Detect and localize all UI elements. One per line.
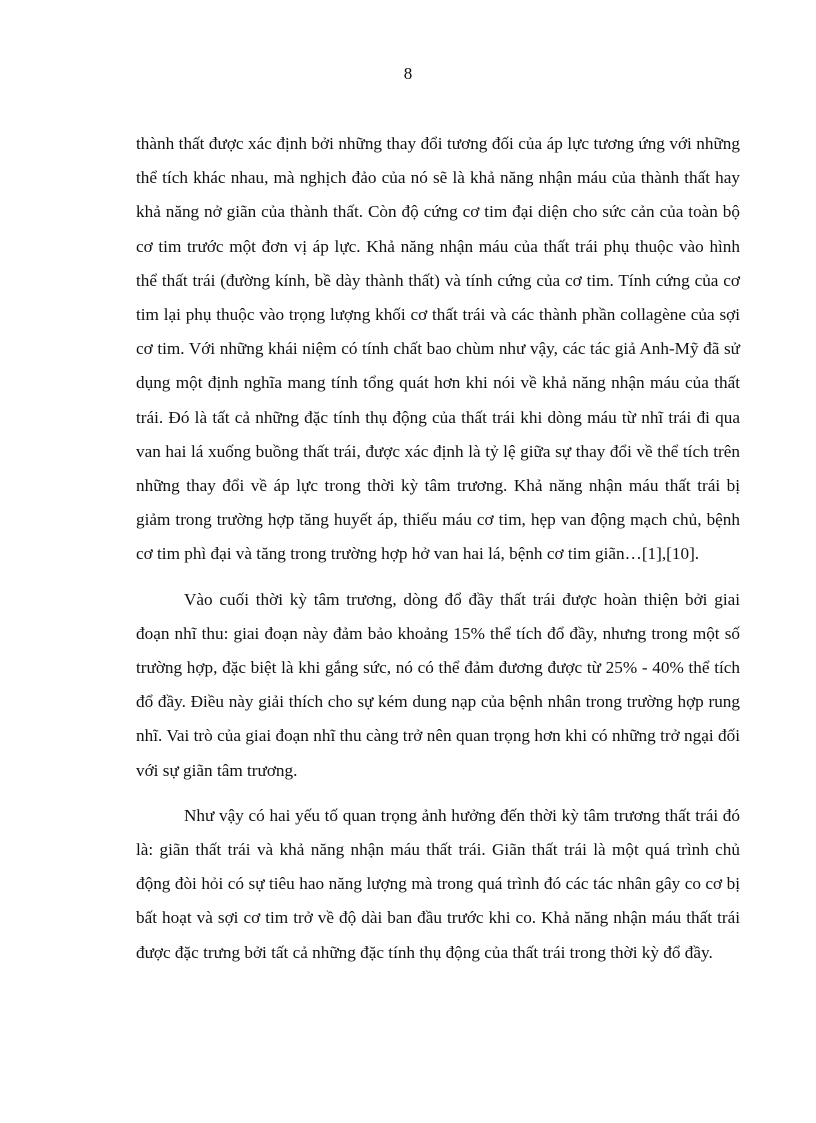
paragraph-continued: thành thất được xác định bởi những thay đổi tương đối của áp lực tương ứng với những thể tích khác nhau, mà nghịch đảo của nó sẽ là khả năng nhận máu của thành thất hay khả năng nở giãn của thành thất. Còn độ cứng cơ tim đại diện cho sức cản của toàn bộ cơ tim trước một đơn vị áp lực. Khả năng nhận máu của thất trái phụ thuộc vào hình thể thất trái (đường kính, bề dày thành thất) và tính cứng của cơ tim. Tính cứng của cơ tim lại phụ thuộc vào trọng lượng khối cơ thất trái và các thành phần collagène của sợi cơ tim. Với những khái niệm có tính chất bao chùm như vậy, các tác giả Anh-Mỹ đã sử dụng một định nghĩa mang tính tổng quát hơn khi nói về khả năng nhận máu của thất trái. Đó là tất cả những đặc tính thụ động của thất trái khi dòng máu từ nhĩ trái đi qua van hai lá xuống buồng thất trái, được xác định là tỷ lệ giữa sự thay đổi về thể tích trên những thay đổi về áp lực trong thời kỳ tâm trương. Khả năng nhận máu thất trái bị giảm trong trường hợp tăng huyết áp, thiếu máu cơ tim, hẹp van động mạch chủ, bệnh cơ tim phì đại và tăng trong trường hợp hở van hai lá, bệnh cơ tim giãn…[1],[10].	[136, 134, 740, 564]
paragraph-atrial-systole: Vào cuối thời kỳ tâm trương, dòng đổ đầy thất trái được hoàn thiện bởi giai đoạn nhĩ thu: giai đoạn này đảm bảo khoảng 15% thể tích đổ đầy, nhưng trong một số trường hợp, đặc biệt là khi gắng sức, nó có thể đảm đương được từ 25% - 40% thể tích đổ đầy. Điều này giải thích cho sự kém dung nạp của bệnh nhân trong trường hợp rung nhĩ. Vai trò của giai đoạn nhĩ thu càng trở nên quan trọng hơn khi có những trở ngại đối với sự giãn tâm trương.	[136, 589, 740, 780]
page-number: 8	[403, 64, 413, 83]
paragraph-diastole-factors: Như vậy có hai yếu tố quan trọng ảnh hưởng đến thời kỳ tâm trương thất trái đó là: giãn thất trái và khả năng nhận máu thất trái. Giãn thất trái là một quá trình chủ động đòi hỏi có sự tiêu hao năng lượng mà trong quá trình đó các tác nhân gây co cơ bị bất hoạt và sợi cơ tim trở về độ dài ban đầu trước khi co. Khả năng nhận máu thất trái được đặc trưng bởi tất cả những đặc tính thụ động của thất trái trong thời kỳ đổ đầy.	[136, 805, 740, 962]
document-body	[136, 127, 740, 970]
